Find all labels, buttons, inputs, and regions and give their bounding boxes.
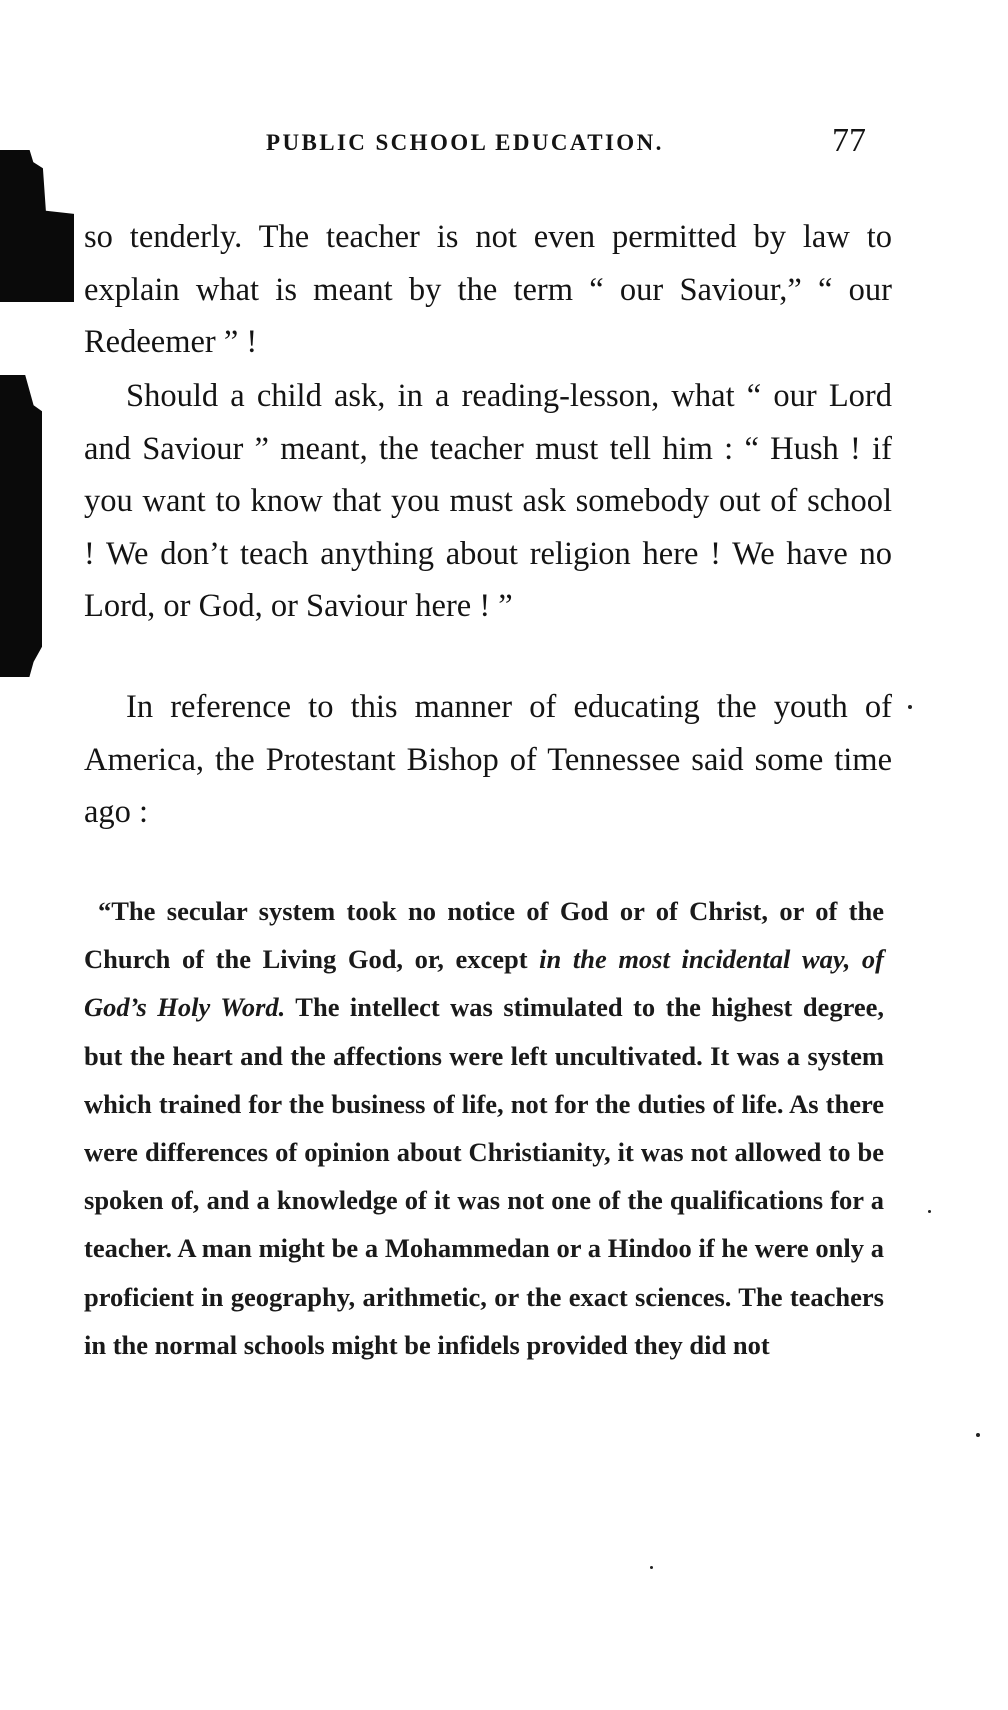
quote-text	[84, 887, 884, 1369]
page-number: 77	[832, 122, 866, 159]
speck	[976, 1433, 980, 1437]
binding-mark-lower	[0, 375, 42, 677]
speck	[650, 1566, 653, 1569]
speck	[928, 1210, 931, 1213]
paragraph-child-question	[84, 370, 892, 633]
paragraph-bishop-reference	[84, 681, 892, 839]
quote-italic-phrase: in the most incidental way, of God’s Holy Word.	[84, 944, 884, 1023]
paragraph-text: so tenderly. The teacher is not even permitted by law to explain what is meant by the term “ our Saviour,” “ our Redeemer ” !	[84, 219, 892, 361]
paragraph-text: In reference to this manner of educating the youth of America, the Protestant Bishop of Tennessee said some time ago :	[84, 689, 892, 831]
quote-part-1: “The secular system took no notice of God or of Christ, or of the Church of the Living God, or, except	[84, 896, 884, 975]
block-quote	[84, 887, 884, 1369]
paragraph-text: Should a child ask, in a reading-lesson, what “ our Lord and Saviour ” meant, the teacher must tell him : “ Hush ! if you want to know that you must ask somebody out of school ! We don’t teach anything about religion here ! We have no Lord, or God, or Saviour here ! ”	[84, 378, 892, 625]
speck	[908, 705, 912, 709]
running-title: PUBLIC SCHOOL EDUCATION.	[266, 130, 664, 155]
quote-part-2: The intellect was stimulated to the highest degree, but the heart and the affections were left uncultivated. It was a system which trained for the business of life, not for the duties of life. As there were differences of opinion about Christianity, it was not allowed to be spoken of, and a knowledge of it was not one of the qualifications for a teacher. A man might be a Mohammedan or a Hindoo if he were only a proficient in geography, arithmetic, or the exact sciences. The teachers in the normal schools might be infidels provided they did not	[84, 992, 884, 1360]
binding-mark-upper	[0, 150, 74, 302]
paragraph-continued	[84, 211, 892, 369]
